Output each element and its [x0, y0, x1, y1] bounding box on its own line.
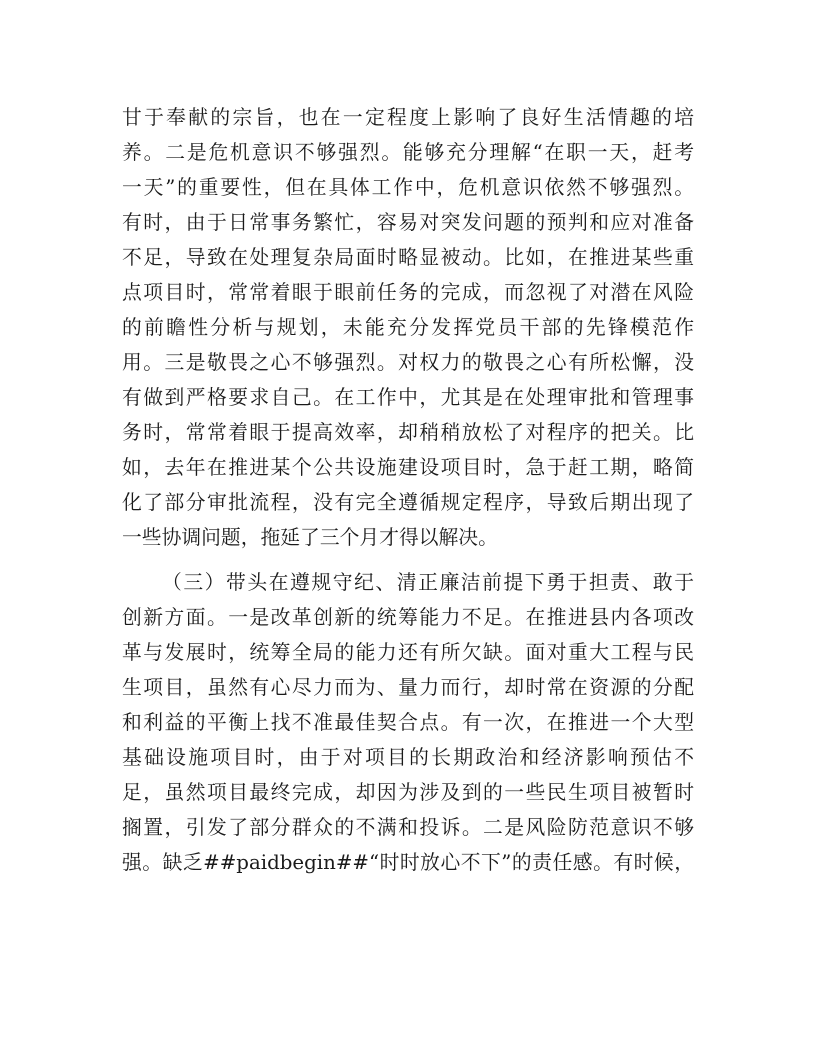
paragraph-1-line-6: 点项目时，常常着眼于眼前任务的完成，而忽视了对潜在风险	[122, 281, 694, 304]
paragraph-2-line-8: 搁置，引发了部分群众的不满和投诉。二是风险防范意识不够	[122, 816, 694, 839]
paragraph-2-line-3: 革与发展时，统筹全局的能力还有所欠缺。面对重大工程与民	[122, 641, 694, 664]
paragraph-1-line-11: 如，去年在推进某个公共设施建设项目时，急于赶工期，略简	[122, 456, 694, 479]
paragraph-1-line-3: 一天”的重要性，但在具体工作中，危机意识依然不够强烈。	[122, 176, 694, 199]
paragraph-1-line-7: 的前瞻性分析与规划，未能充分发挥党员干部的先锋模范作	[122, 316, 694, 339]
paragraph-2	[122, 565, 694, 880]
paragraph-2-line-5: 和利益的平衡上找不准最佳契合点。有一次，在推进一个大型	[122, 711, 694, 734]
paragraph-1-line-1: 甘于奉献的宗旨，也在一定程度上影响了良好生活情趣的培	[122, 106, 694, 129]
paragraph-1-line-4: 有时，由于日常事务繁忙，容易对突发问题的预判和应对准备	[122, 211, 694, 234]
paragraph-1	[122, 100, 694, 555]
paragraph-spacer	[122, 555, 694, 565]
paragraph-1-line-9: 有做到严格要求自己。在工作中，尤其是在处理审批和管理事	[122, 386, 694, 409]
paragraph-2-line-9: 强。缺乏##paidbegin##“时时放心不下”的责任感。有时候，	[122, 851, 694, 874]
paragraph-1-line-8: 用。三是敬畏之心不够强烈。对权力的敬畏之心有所松懈，没	[122, 351, 694, 374]
paragraph-1-line-12: 化了部分审批流程，没有完全遵循规定程序，导致后期出现了	[122, 491, 694, 514]
paragraph-2-line-1: （三）带头在遵规守纪、清正廉洁前提下勇于担责、敢于	[162, 571, 694, 594]
paragraph-2-line-4: 生项目，虽然有心尽力而为、量力而行，却时常在资源的分配	[122, 676, 694, 699]
paragraph-1-line-13: 一些协调问题，拖延了三个月才得以解决。	[122, 526, 498, 549]
paragraph-1-line-10: 务时，常常着眼于提高效率，却稍稍放松了对程序的把关。比	[122, 421, 694, 444]
paragraph-2-line-7: 足，虽然项目最终完成，却因为涉及到的一些民生项目被暂时	[122, 781, 694, 804]
paragraph-1-line-2: 养。二是危机意识不够强烈。能够充分理解“在职一天，赶考	[122, 141, 694, 164]
paragraph-1-line-5: 不足，导致在处理复杂局面时略显被动。比如，在推进某些重	[122, 246, 694, 269]
document-body	[122, 100, 694, 880]
paragraph-2-line-2: 创新方面。一是改革创新的统筹能力不足。在推进县内各项改	[122, 606, 694, 629]
paragraph-2-line-6: 基础设施项目时，由于对项目的长期政治和经济影响预估不	[122, 746, 694, 769]
